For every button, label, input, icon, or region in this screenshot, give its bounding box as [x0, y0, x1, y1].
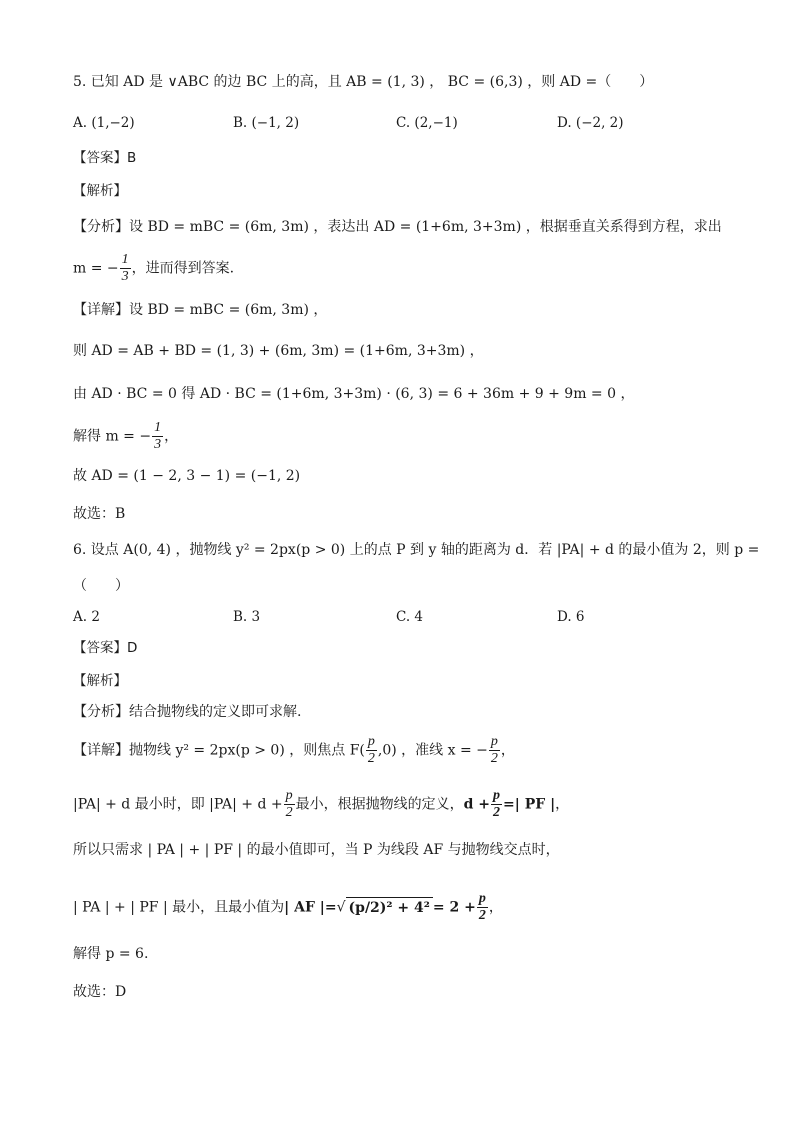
q6-fenxi: 【分析】结合抛物线的定义即可求解.	[73, 704, 302, 720]
fraction-denominator: 2	[478, 908, 486, 923]
fraction-numerator: 1	[154, 420, 162, 435]
q5-solve-fraction	[152, 420, 163, 453]
fraction-numerator: p	[478, 891, 486, 906]
q5-solve-suffix: ，	[164, 428, 179, 445]
q6-option-c: C. 4	[396, 609, 424, 625]
fraction-denominator: 3	[154, 437, 162, 452]
q5-fenxi-suffix: ，进而得到答案.	[131, 260, 235, 277]
q6-analysis-label: 【解析】	[73, 673, 127, 689]
q5-detail-line3: 由 AD · BC = 0 得 AD · BC = (1+6m, 3+3m) · (6, 3) = 6 + 36m + 9 + 9m = 0 ，	[73, 386, 635, 402]
fraction-denominator: 3	[121, 269, 129, 284]
fraction-denominator: 2	[285, 805, 293, 820]
q5-detail-line4	[73, 420, 178, 453]
q6-detail-line1-suffix: ，	[500, 742, 515, 759]
q5-stem: 5. 已知 AD 是 ∨ABC 的边 BC 上的高，且 AB = (1, 3) ， BC = (6,3) ，则 AD =（ ）	[73, 74, 654, 90]
q6-detail-line2-end: ，	[555, 796, 570, 813]
q6-directrix-fraction	[489, 734, 500, 767]
q5-detail-line1: 【详解】设 BD = mBC = (6m, 3m) ，	[73, 302, 328, 318]
fraction-numerator: p	[285, 788, 293, 803]
fraction-numerator: p	[367, 734, 375, 749]
q5-fenxi-line1: 【分析】设 BD = mBC = (6m, 3m) ，表达出 AD = (1+6m, 3+3m) ，根据垂直关系得到方程，求出	[73, 219, 722, 235]
q6-def-fraction	[491, 788, 502, 821]
fraction-numerator: p	[490, 734, 498, 749]
q6-directrix-text: ,0) ，准线 x = −	[377, 742, 488, 759]
q5-analysis-label: 【解析】	[73, 183, 127, 199]
q6-af-label: | AF |=	[284, 899, 337, 916]
q5-option-c: C. (2,−1)	[396, 115, 458, 131]
q6-detail-line4	[73, 891, 503, 924]
q6-stem: 6. 设点 A(0, 4) ，抛物线 y² = 2px(p > 0) 上的点 P 到 y 轴的距离为 d．若 |PA| + d 的最小值为 2，则 p =	[73, 542, 760, 558]
q6-af-result: = 2 +	[432, 899, 476, 916]
q6-minval-prefix: | PA | + | PF | 最小，且最小值为	[73, 899, 285, 916]
fraction-numerator: 1	[121, 252, 129, 267]
fraction-numerator: p	[493, 788, 501, 803]
q6-min-mid: 最小，根据抛物线的定义，	[295, 796, 464, 813]
q6-detail-line3: 所以只需求 | PA | + | PF | 的最小值即可，当 P 为线段 AF 与抛物线交点时，	[73, 842, 560, 858]
sqrt-icon: √	[336, 899, 346, 916]
q5-fenxi-line2	[73, 252, 234, 285]
q6-answer: 【答案】D	[73, 640, 138, 656]
q6-stem-paren: （ ）	[73, 578, 129, 594]
q6-option-d: D. 6	[557, 609, 585, 625]
q5-detail-line5: 故 AD = (1 − 2, 3 − 1) = (−1, 2)	[73, 468, 301, 484]
q5-choice: 故选：B	[73, 506, 126, 522]
q5-option-b: B. (−1, 2)	[233, 115, 300, 131]
q6-def-bold-suffix: =| PF |	[503, 796, 556, 813]
q6-detail-line1	[73, 734, 515, 767]
q6-focus-prefix: 【详解】抛物线 y² = 2px(p > 0) ，则焦点 F(	[73, 742, 365, 759]
q6-option-b: B. 3	[233, 609, 261, 625]
q6-detail-line2	[73, 788, 569, 821]
q5-fenxi-m-prefix: m = −	[73, 260, 119, 277]
q5-answer: 【答案】B	[73, 150, 137, 166]
q6-detail-line5: 解得 p = 6.	[73, 946, 149, 962]
q6-min-fraction	[284, 788, 295, 821]
q5-solve-prefix: 解得 m = −	[73, 428, 152, 445]
q6-result-fraction	[477, 891, 488, 924]
q5-fenxi-fraction	[120, 252, 131, 285]
q5-option-a: A. (1,−2)	[73, 115, 135, 131]
q6-choice: 故选：D	[73, 984, 127, 1000]
q6-def-bold-prefix: d +	[463, 796, 491, 813]
q6-focus-fraction	[366, 734, 377, 767]
q6-sqrt-body: (p/2)² + 4²	[346, 897, 433, 918]
q6-detail-line4-end: ，	[488, 899, 503, 916]
fraction-denominator: 2	[490, 751, 498, 766]
fraction-denominator: 2	[367, 751, 375, 766]
q5-detail-line2: 则 AD = AB + BD = (1, 3) + (6m, 3m) = (1+6m, 3+3m) ，	[73, 343, 484, 359]
q6-min-prefix: |PA| + d 最小时，即 |PA| + d +	[73, 796, 283, 813]
q5-option-d: D. (−2, 2)	[557, 115, 624, 131]
fraction-denominator: 2	[493, 805, 501, 820]
q6-option-a: A. 2	[73, 609, 100, 625]
